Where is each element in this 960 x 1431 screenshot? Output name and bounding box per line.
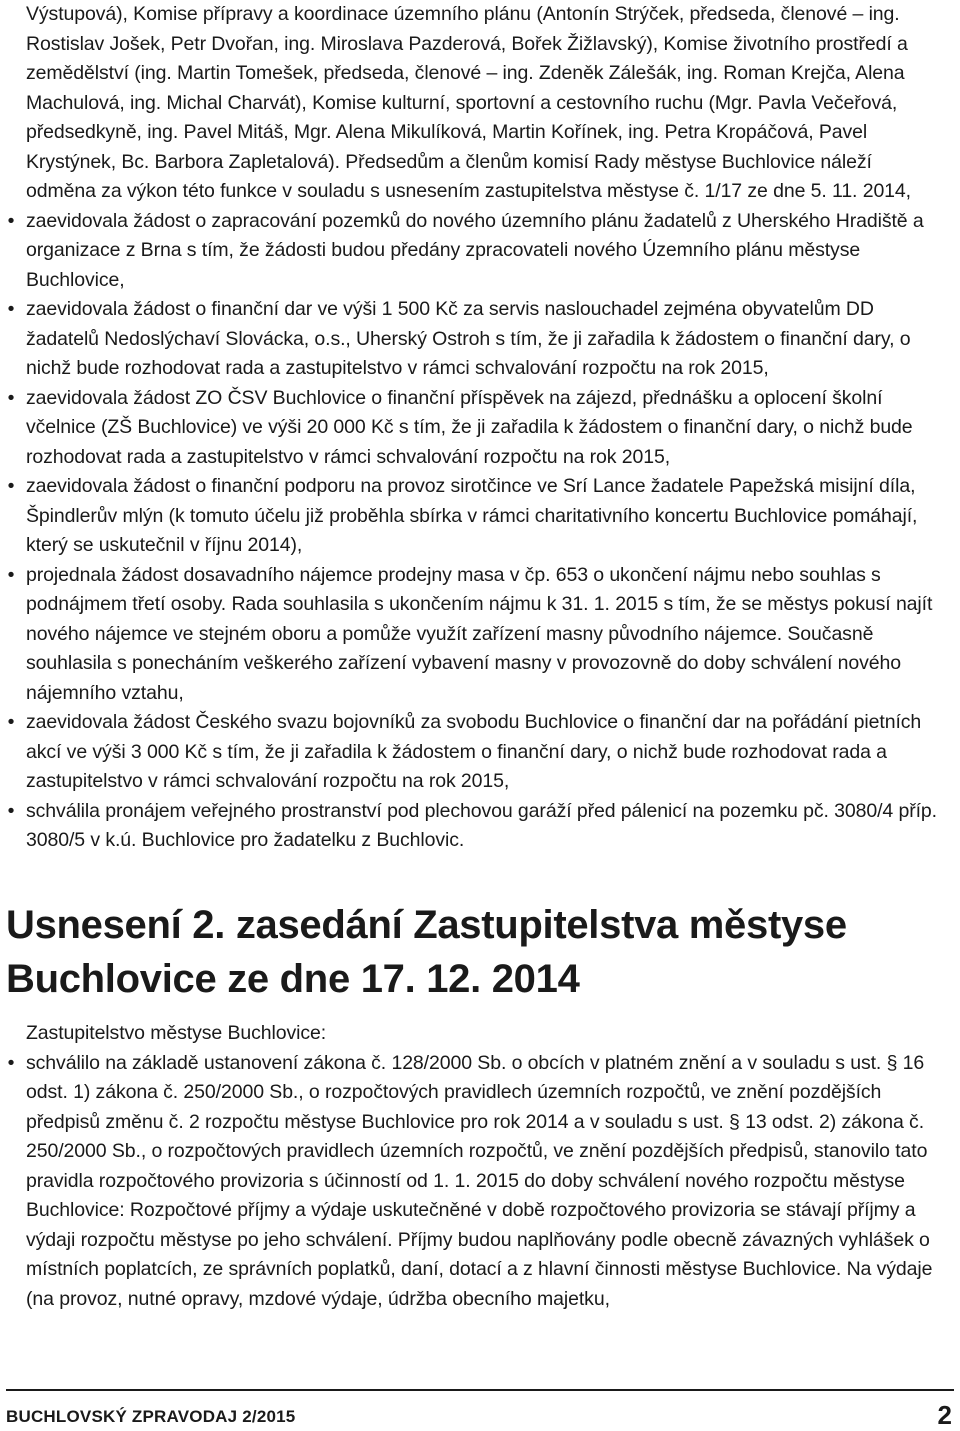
assembly-intro: Zastupitelstvo městyse Buchlovice:: [26, 1022, 327, 1044]
list-item: [7, 384, 946, 473]
list-item: [7, 708, 946, 797]
page-number: 2: [937, 1400, 952, 1430]
list-item: [7, 295, 946, 384]
bullet-icon: •: [7, 711, 15, 733]
list-item-text: zaevidovala žádost Českého svazu bojovníků za svobodu Buchlovice o finanční dar na pořádání pietních akcí ve výši 3 000 Kč s tím, že ji zařadila k žádostem o finanční dary, o nichž bude rozhodovat rada a zastupitelstvo v rámci schvalování rozpočtu na rok 2015,: [26, 711, 922, 792]
bullet-icon: •: [7, 475, 15, 497]
bullet-icon: •: [7, 209, 15, 232]
list-item: [7, 472, 946, 561]
bullet-icon: •: [7, 799, 15, 822]
council-resolutions-list: [7, 207, 946, 856]
bullet-icon: •: [7, 386, 15, 409]
assembly-resolutions: [7, 1019, 946, 1314]
list-item: [7, 1049, 946, 1315]
bullet-icon: •: [7, 563, 15, 586]
list-item: [7, 207, 946, 296]
section-heading: Usnesení 2. zasedání Zastupitelstva městyse Buchlovice ze dne 17. 12. 2014: [6, 903, 847, 1001]
list-item-text: schválila pronájem veřejného prostranství pod plechovou garáží před pálenicí na pozemku pč. 3080/4 příp. 3080/5 v k.ú. Buchlovice pro žadatelku z Buchlovic.: [26, 799, 937, 851]
list-item: [7, 561, 946, 709]
bullet-icon: •: [7, 1051, 15, 1074]
publication-name: BUCHLOVSKÝ ZPRAVODAJ 2/2015: [6, 1407, 296, 1426]
list-item-text: schválilo na základě ustanovení zákona č. 128/2000 Sb. o obcích v platném znění a v souladu s ust. § 16 odst. 1) zákona č. 250/2000 Sb., o rozpočtových pravidlech územních rozpočtů, ve znění pozdějších předpisů změnu č. 2 rozpočtu městyse Buchlovice pro rok 2014 a v souladu s ust. § 13 odst. 2) zákona č. 250/2000 Sb., o rozpočtových pravidlech územních rozpočtů, ve znění pozdějších předpisů, stanovilo tato pravidla rozpočtového provizoria s účinností od 1. 1. 2015 do doby schválení nového rozpočtu městyse Buchlovice: Rozpočtové příjmy a výdaje uskutečněné v době rozpočtového provizoria se stávají příjmy a výdaji rozpočtu městyse po jeho schválení. Příjmy budou naplňovány podle obecně závazných vyhlášek o místních poplatcích, ze správních poplatků, daní, dotací a z hlavní činnosti městyse Buchlovice. Na výdaje (na provoz, nutné opravy, mzdové výdaje, údržba obecního majetku,: [26, 1051, 933, 1310]
list-item-text: zaevidovala žádost o finanční dar ve výši 1 500 Kč za servis naslouchadel zejména obyvatelům DD žadatelů Nedoslýchaví Slovácka, o.s., Uherský Ostroh s tím, že ji zařadila k žádostem o finanční dary, o nichž bude rozhodovat rada a zastupitelstvo v rámci schvalování rozpočtu na rok 2015,: [26, 298, 911, 379]
list-item-text: zaevidovala žádost ZO ČSV Buchlovice o finanční příspěvek na zájezd, přednášku a oplocení školní včelnice (ZŠ Buchlovice) ve výši 20 000 Kč s tím, že ji zařadila k žádostem o finanční dary, o nichž bude rozhodovat rada a zastupitelstvo v rámci schvalování rozpočtu na rok 2015,: [26, 386, 913, 468]
intro-paragraph: Výstupová), Komise přípravy a koordinace územního plánu (Antonín Strýček, předseda, členové – ing. Rostislav Jošek, Petr Dvořan, ing. Miroslava Pazderová, Bořek Žižlavský), Komise životního prostředí a zemědělství (ing. Martin Tomešek, předseda, členové – ing. Zdeněk Zálešák, ing. Roman Krejča, Alena Machulová, ing. Michal Charvát), Komise kulturní, sportovní a cestovního ruchu (Mgr. Pavla Večeřová, předsedkyně, ing. Pavel Mitáš, Mgr. Alena Mikulíková, Martin Kořínek, ing. Petra Kropáčová, Pavel Krystýnek, Bc. Barbora Zapletalová). Předsedům a členům komisí Rady městyse Buchlovice náleží odměna za výkon této funkce v souladu s usnesením zastupitelstva městyse č. 1/17 ze dne 5. 11. 2014,: [26, 3, 911, 202]
page-content: [7, 0, 946, 856]
assembly-resolutions-list: [7, 1049, 946, 1315]
list-item-text: zaevidovala žádost o zapracování pozemků do nového územního plánu žadatelů z Uherského Hradiště a organizace z Brna s tím, že žádosti budou předány zpracovateli nového Územního plánu městyse Buchlovice,: [26, 209, 924, 291]
list-item: [7, 797, 946, 856]
bullet-icon: •: [7, 298, 15, 320]
footer-divider: [6, 1389, 954, 1391]
list-item-text: projednala žádost dosavadního nájemce prodejny masa v čp. 653 o ukončení nájmu nebo souhlas s podnájmem třetí osoby. Rada souhlasila s ukončením nájmu k 31. 1. 2015 s tím, že se městys pokusí najít nového nájemce ve stejném oboru a pomůže využít zařízení masny původního nájemce. Současně souhlasila s ponecháním veškerého zařízení vybavení masny v provozovně do doby schválení nového nájemního vztahu,: [26, 563, 933, 704]
list-item-text: zaevidovala žádost o finanční podporu na provoz sirotčince ve Srí Lance žadatele Papežská misijní díla, Špindlerův mlýn (k tomuto účelu již proběhla sbírka v rámci charitativního koncertu Buchlovice pomáhají, který se uskutečnil v říjnu 2014),: [26, 475, 918, 556]
